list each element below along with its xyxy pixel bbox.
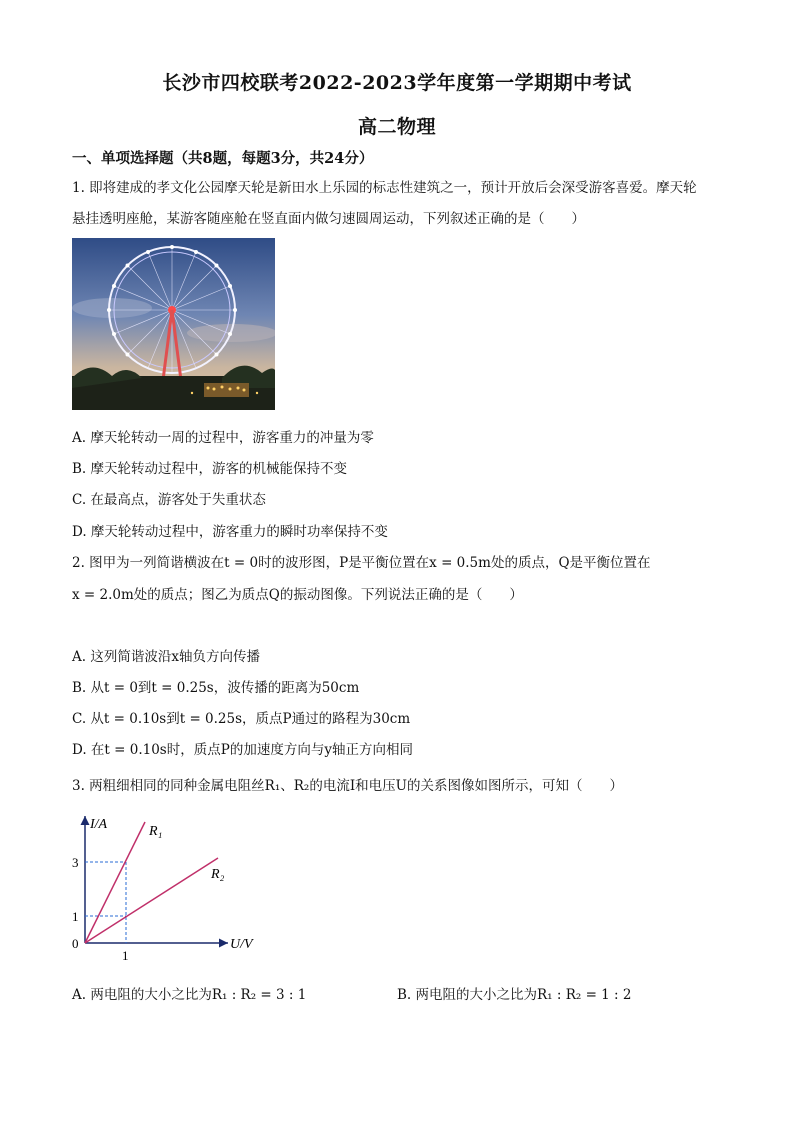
origin-label: 0 xyxy=(72,936,79,951)
q2-option-b: B. 从t = 0到t = 0.25s，波传播的距离为50cm xyxy=(72,680,360,696)
r2-label: R₂ xyxy=(211,867,225,882)
q3-stem: 3. 两粗细相同的同种金属电阻丝R₁、R₂的电流I和电压U的关系图像如图所示，可知（ ） xyxy=(72,778,624,794)
q2-option-c: C. 从t = 0.10s到t = 0.25s，质点P通过的路程为30cm xyxy=(72,711,411,727)
q3-option-a: A. 两电阻的大小之比为R₁ : R₂ = 3 : 1 xyxy=(72,987,307,1003)
q2-stem-line1: 2. 图甲为一列简谐横波在t = 0时的波形图，P是平衡位置在x = 0.5m处的质点，Q是平衡位置在 xyxy=(72,555,651,571)
q2-stem-line2: x = 2.0m处的质点；图乙为质点Q的振动图像。下列说法正确的是（ ） xyxy=(72,587,523,603)
q3-option-b: B. 两电阻的大小之比为R₁ : R₂ = 1 : 2 xyxy=(397,987,632,1003)
y-axis-label: I/A xyxy=(90,817,108,832)
q1-option-c: C. 在最高点，游客处于失重状态 xyxy=(72,492,266,508)
q1-option-a: A. 摩天轮转动一周的过程中，游客重力的冲量为零 xyxy=(72,430,374,446)
q2-option-a: A. 这列简谐波沿x轴负方向传播 xyxy=(72,649,260,665)
exam-subject: 高二物理 xyxy=(357,116,436,138)
exam-title: 长沙市四校联考2022-2023学年度第一学期期中考试 xyxy=(162,72,632,94)
y-tick-3: 3 xyxy=(72,855,79,870)
y-tick-1: 1 xyxy=(72,909,79,924)
x-axis-label: U/V xyxy=(230,937,253,952)
q1-stem-line1: 1. 即将建成的孝文化公园摩天轮是新田水上乐园的标志性建筑之一，预计开放后会深受游客喜爱。摩天轮 xyxy=(72,180,697,196)
iu-graph xyxy=(70,810,270,969)
section-heading: 一、单项选择题（共8题，每题3分，共24分） xyxy=(72,150,374,167)
r2-line xyxy=(85,858,218,943)
q1-option-b: B. 摩天轮转动过程中，游客的机械能保持不变 xyxy=(72,461,348,477)
x-tick-1: 1 xyxy=(122,948,129,963)
q1-option-d: D. 摩天轮转动过程中，游客重力的瞬时功率保持不变 xyxy=(72,524,388,540)
ferris-wheel-photo xyxy=(72,238,275,410)
q1-stem-line2: 悬挂透明座舱，某游客随座舱在竖直面内做匀速圆周运动，下列叙述正确的是（ ） xyxy=(72,211,585,227)
r1-label: R₁ xyxy=(149,824,163,839)
r1-line xyxy=(85,822,145,943)
q2-option-d: D. 在t = 0.10s时，质点P的加速度方向与y轴正方向相同 xyxy=(72,742,413,758)
